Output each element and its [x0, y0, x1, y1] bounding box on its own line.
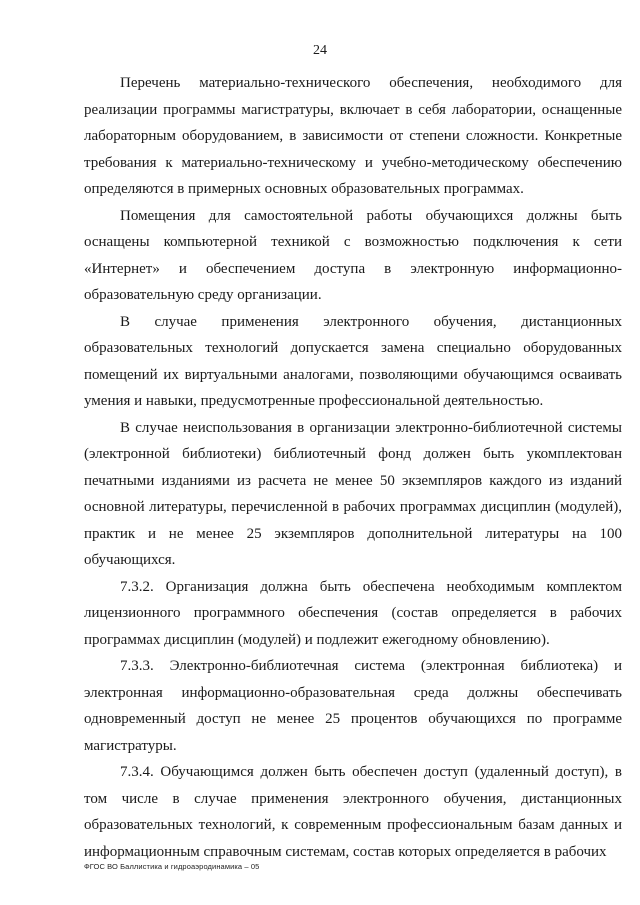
paragraph-library-fund: В случае неиспользования в организации электронно-библиотечной системы (электронной библиотеки) библиотечный фонд должен быть укомплектован печатными изданиями из расчета не менее 50 экземпляров каждого из изданий основной литературы, перечисленной в рабочих программах дисциплин (модулей), практик и не менее 25 экземпляров дополнительной литературы на 100 обучающихся.: [84, 419, 622, 568]
paragraph-equipment-list: Перечень материально-технического обеспечения, необходимого для реализации программы магистратуры, включает в себя лаборатории, оснащенные лабораторным оборудованием, в зависимости от степени сложности. Конкретные требования к материально-техническому и учебно-методическому обеспечению определяются в примерных основных образовательных программах.: [84, 75, 622, 197]
page-footer: ФГОС ВО Баллистика и гидроаэродинамика – 05: [84, 862, 260, 871]
paragraph-e-learning: В случае применения электронного обучения, дистанционных образовательных технологий допускается замена специально оборудованных помещений их виртуальными аналогами, позволяющими обучающимся осваивать умения и навыки, предусмотренные профессиональной деятельностью.: [84, 313, 622, 409]
paragraph-7-3-3: 7.3.3. Электронно-библиотечная система (электронная библиотека) и электронная информационно-образовательная среда должны обеспечивать одновременный доступ не менее 25 процентов обучающихся по программе магистратуры.: [84, 658, 622, 754]
page-number: 24: [313, 43, 327, 58]
paragraph-7-3-4: 7.3.4. Обучающимся должен быть обеспечен доступ (удаленный доступ), в том числе в случае применения электронного обучения, дистанционных образовательных технологий, к современным профессиональным базам данных и информационным справочным системам, состав которых определяется в рабочих: [84, 764, 622, 860]
body-text: [84, 70, 622, 865]
paragraph-self-study-rooms: Помещения для самостоятельной работы обучающихся должны быть оснащены компьютерной техникой с возможностью подключения к сети «Интернет» и обеспечением доступа в электронную информационно-образовательную среду организации.: [84, 207, 622, 303]
paragraph-7-3-2: 7.3.2. Организация должна быть обеспечена необходимым комплектом лицензионного программного обеспечения (состав определяется в рабочих программах дисциплин (модулей) и подлежит ежегодному обновлению).: [84, 578, 622, 648]
